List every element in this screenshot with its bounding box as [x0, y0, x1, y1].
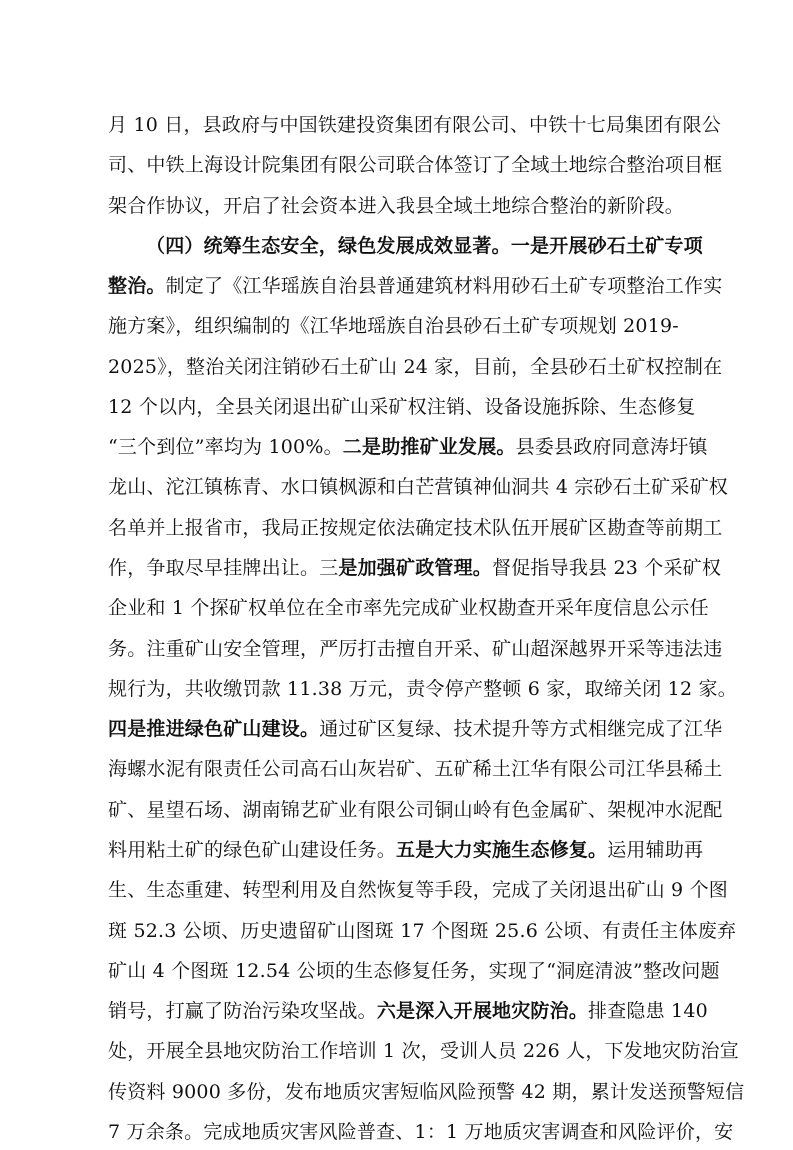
text-line [108, 832, 704, 868]
text-line [108, 429, 708, 465]
text-run: 销号，打赢了防治污染攻坚战。 [108, 1000, 377, 1022]
text-run: 名单并上报省市，我局正按规定依法确定技术队伍开展矿区勘查等前期工 [108, 517, 723, 539]
text-line [108, 631, 723, 667]
subheading-3: 是加强矿政管理。 [338, 557, 493, 579]
text-line [108, 792, 723, 828]
text-line [108, 268, 723, 304]
text-run: 7 万余条。完成地质灾害风险普查、1：1 万地质灾害调查和风险评价，安 [108, 1121, 734, 1143]
text-line [108, 993, 708, 1029]
text-run: 传资料 9000 多份，发布地质灾害短临风险预警 42 期，累计发送预警短信 [108, 1081, 745, 1103]
text-line [108, 1114, 734, 1150]
text-run: 运用辅助再 [607, 839, 704, 861]
text-run: 2025》，整治关闭注销砂石土矿山 24 家，目前，全县砂石土矿权控制在 [108, 356, 723, 378]
text-run: 县委县政府同意涛圩镇 [515, 436, 708, 458]
text-run: 排查隐患 140 [588, 1000, 708, 1022]
text-line [108, 590, 709, 626]
text-run: 规行为，共收缴罚款 11.38 万元，责令停产整顿 6 家，取缔关闭 12 家。 [108, 678, 737, 700]
text-line [108, 147, 723, 183]
text-run: 通过矿区复绿、技术提升等方式相继完成了江华 [319, 718, 723, 740]
subheading-1: 一是开展砂石土矿专项 [510, 235, 703, 257]
text-run: 矿山 4 个图斑 12.54 公顷的生态修复任务，实现了“洞庭清波”整改问题 [108, 960, 720, 982]
text-line [108, 1033, 739, 1069]
text-run: 架合作协议，开启了社会资本进入我县全域土地综合整治的新阶段。 [108, 195, 685, 217]
text-run: 月 10 日，县政府与中国铁建投资集团有限公司、中铁十七局集团有限公 [108, 114, 722, 136]
text-line [108, 188, 688, 224]
text-run: “三个到位”率均为 100%。 [108, 436, 343, 458]
text-line [108, 308, 688, 344]
text-run: 龙山、沱江镇栋青、水口镇枫源和白芒营镇神仙洞共 4 宗砂石土矿采矿权 [108, 476, 728, 498]
text-run: 海螺水泥有限责任公司高石山灰岩矿、五矿稀土江华有限公司江华县稀土 [108, 758, 723, 780]
text-line [108, 953, 720, 989]
text-run: 务。注重矿山安全管理，严厉打击擅自开采、矿山超深越界开采等违法违 [108, 638, 723, 660]
text-run: 料用粘土矿的绿色矿山建设任务。 [108, 839, 397, 861]
text-line [108, 469, 728, 505]
text-run: 督促指导我县 23 个采矿权 [492, 557, 722, 579]
text-line [108, 349, 723, 385]
subheading-6: 六是深入开展地灾防治。 [376, 1000, 589, 1022]
text-line [108, 550, 722, 586]
text-run: 处，开展全县地灾防治工作培训 1 次，受训人员 226 人，下发地灾防治宣 [108, 1040, 739, 1062]
text-line [108, 510, 723, 546]
text-run: 司、中铁上海设计院集团有限公司联合体签订了全域土地综合整治项目框 [108, 154, 723, 176]
text-line [108, 751, 723, 787]
text-line [108, 389, 696, 425]
text-line [108, 1074, 745, 1110]
text-line [108, 671, 737, 707]
text-line [108, 913, 737, 949]
text-line [108, 711, 723, 747]
subheading-1-end: 整治。 [108, 275, 166, 297]
subheading-4: 四是推进绿色矿山建设。 [108, 718, 320, 740]
section-heading-line [146, 228, 703, 264]
text-run: 斑 52.3 公顷、历史遗留矿山图斑 17 个图斑 25.6 公顷、有责任主体废弃 [108, 920, 737, 942]
text-line [108, 872, 728, 908]
subheading-5: 五是大力实施生态修复。 [396, 839, 608, 861]
text-run: 12 个以内，全县关闭退出矿山采矿权注销、设备设施拆除、生态修复 [108, 396, 696, 418]
text-line [108, 107, 722, 143]
text-run: 生、生态重建、转型利用及自然恢复等手段，完成了关闭退出矿山 9 个图 [108, 879, 728, 901]
text-run: 制定了《江华瑶族自治县普通建筑材料用砂石土矿专项整治工作实 [165, 275, 723, 297]
text-run: 企业和 1 个探矿权单位在全市率先完成矿业权勘查开采年度信息公示任 [108, 597, 709, 619]
text-run: 施方案》，组织编制的《江华地瑶族自治县砂石土矿专项规划 2019- [108, 315, 679, 337]
text-run: 矿、星望石场、湖南锦艺矿业有限公司铜山岭有色金属矿、架枧冲水泥配 [108, 799, 723, 821]
section-heading: （四）统筹生态安全，绿色发展成效显著。 [146, 235, 511, 257]
text-run: 作，争取尽早挂牌出让。三 [108, 557, 339, 579]
subheading-2: 二是助推矿业发展。 [342, 436, 516, 458]
